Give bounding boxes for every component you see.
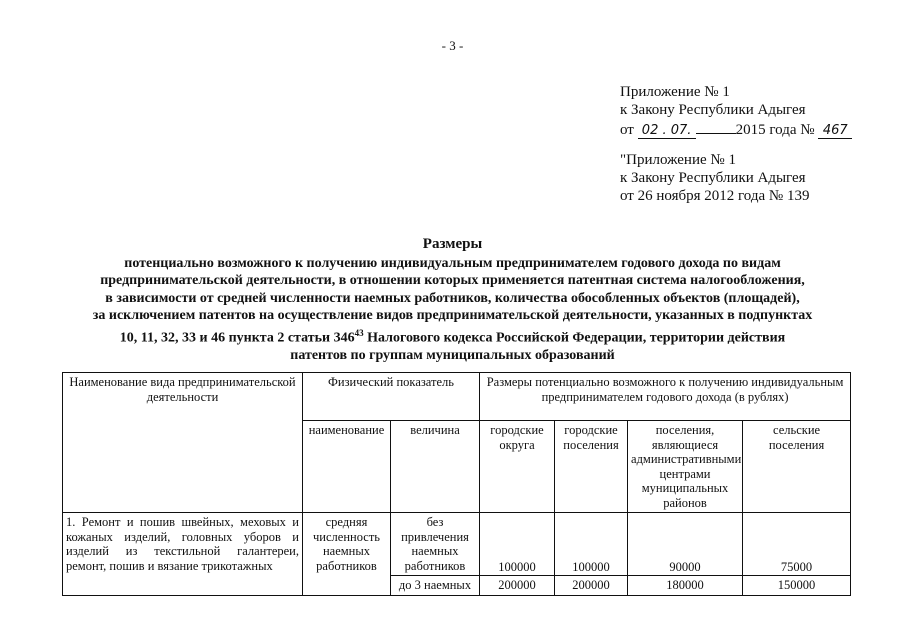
appendix-title: Приложение № 1 <box>620 84 730 100</box>
urban-settlements-cell: 100000 <box>555 513 628 576</box>
subheader-value: величина <box>391 421 480 513</box>
title-heading: Размеры <box>422 236 483 252</box>
page-number: - 3 - <box>441 38 464 53</box>
activity-cell: 1. Ремонт и пошив швейных, меховых и кожаных изделий, головных уборов и изделий из текстильной галантереи, ремонт, пошив и вязание трикотажных <box>63 513 303 596</box>
rural-cell: 150000 <box>743 576 851 596</box>
appendix-date-line <box>620 119 852 139</box>
header-physical-indicator: Физический показатель <box>303 373 480 421</box>
old-appendix-date: от 26 ноября 2012 года № 139 <box>620 188 810 204</box>
subheader-name: наименование <box>303 421 391 513</box>
article-superscript: 43 <box>354 327 364 338</box>
appendix-header-old <box>620 151 809 205</box>
header-income-size: Размеры потенциально возможного к получению индивидуальным предпринимателем годового дохода (в рублях) <box>480 373 851 421</box>
subheader-admin-centers: поселения, являющиеся административными центрами муниципальных районов <box>628 421 743 513</box>
document-title <box>60 236 845 364</box>
appendix-year-text: 2015 года № <box>735 122 815 138</box>
title-line-2: предпринимательской деятельности, в отношении которых применяется патентная система налогообложения, <box>100 273 805 288</box>
subheader-rural: сельские поселения <box>743 421 851 513</box>
title-line-3: в зависимости от средней численности наемных работников, количества обособленных объектов (площадей), <box>105 290 800 306</box>
admin-centers-cell: 180000 <box>628 576 743 596</box>
title-line-5-end: Налогового кодекса Российской Федерации, территории действия <box>363 330 786 346</box>
date-blank-line <box>696 119 736 134</box>
handwritten-date: 02 . 07. <box>638 123 696 139</box>
title-line-5-start: 10, 11, 32, 33 и 46 пункта 2 статьи 346 <box>119 330 355 346</box>
urban-districts-cell: 200000 <box>480 576 555 596</box>
table-row <box>63 513 851 576</box>
header-activity: Наименование вида предпринимательской деятельности <box>63 373 303 513</box>
appendix-date-prefix: от <box>620 122 634 138</box>
title-line-5 <box>60 325 845 347</box>
old-appendix-law: к Закону Республики Адыгея <box>620 170 806 186</box>
handwritten-number: 467 <box>818 123 852 139</box>
old-appendix-title: "Приложение № 1 <box>620 152 736 168</box>
indicator-cell: средняя численность наемных работников <box>303 513 391 596</box>
admin-centers-cell: 90000 <box>628 513 743 576</box>
title-line-1: потенциально возможного к получению индивидуальным предпринимателем годового дохода по видам <box>124 255 781 271</box>
title-line-4: за исключением патентов на осуществление видов предпринимательской деятельности, указанных в подпунктах <box>92 308 813 323</box>
urban-districts-cell: 100000 <box>480 513 555 576</box>
income-table <box>62 372 851 596</box>
rural-cell: 75000 <box>743 513 851 576</box>
table-header-row <box>63 373 851 421</box>
appendix-header-new <box>620 83 852 139</box>
urban-settlements-cell: 200000 <box>555 576 628 596</box>
value-cell: без привлечения наемных работников <box>391 513 480 576</box>
value-cell: до 3 наемных <box>391 576 480 596</box>
appendix-law: к Закону Республики Адыгея <box>620 102 806 118</box>
subheader-urban-settlements: городские поселения <box>555 421 628 513</box>
subheader-urban-districts: городские округа <box>480 421 555 513</box>
title-line-6: патентов по группам муниципальных образований <box>290 347 615 363</box>
